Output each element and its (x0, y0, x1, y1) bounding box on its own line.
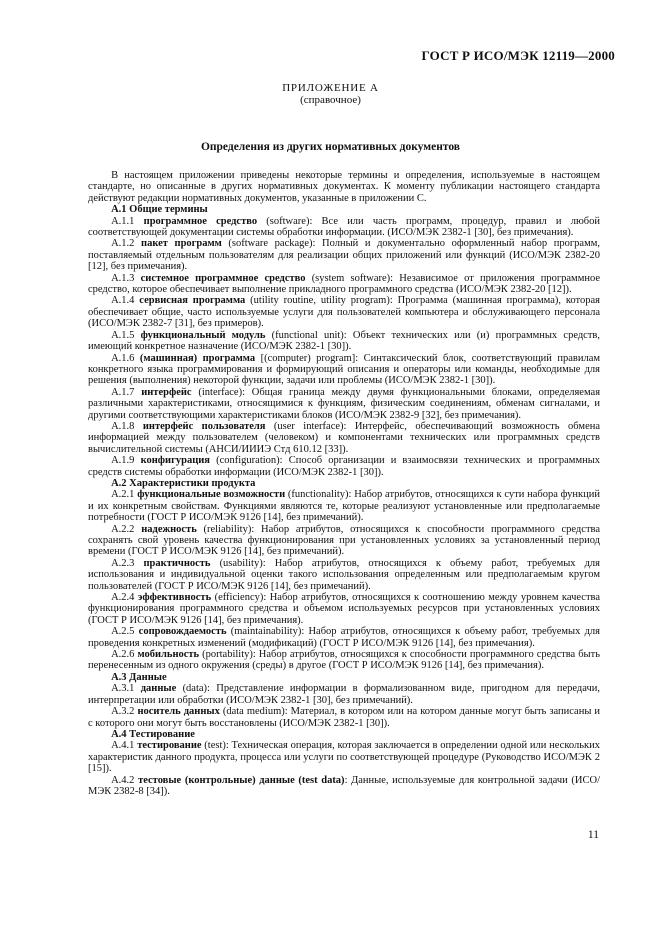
term-definition: (interface): Общая граница между двумя функциональными блоками, определяемая различными характеристиками, относящимися к функциям, физическим соединениям, обменам сигналами, и другими соответствующими характеристиками блоков (ИСО/МЭК 2382-9 [32], без примечания). (88, 386, 601, 421)
intro-paragraph: В настоящем приложении приведены некоторые термины и определения, используемые в настоящем стандарте, но описанные в других нормативных документах. К моменту публикации настоящего стандарта действуют редакции нормативных документов, указанные в приложении С. (88, 170, 600, 204)
annex-title: ПРИЛОЖЕНИЕ А (282, 82, 379, 94)
term-name: тестовые (контрольные) данные (test data) (138, 774, 345, 786)
term-number: А.2.3 (111, 557, 135, 569)
term-paragraph (88, 649, 600, 672)
term-name: (машинная) программа (139, 352, 256, 364)
term-name: системное программное средство (140, 272, 306, 284)
term-definition: (user interface): Интерфейс, обеспечивающий возможность обмена информацией между пользователем (человеком) и компонентами технических или программных средств вычислительной системы (АНСИ/ИИИЭ Стд 610.12 [33]). (88, 420, 601, 455)
term-number: А.4.2 (111, 774, 135, 786)
term-paragraph (88, 238, 600, 272)
section-heading: А.4 Тестирование (111, 728, 195, 740)
term-paragraph (88, 524, 600, 558)
standard-header: ГОСТ Р ИСО/МЭК 12119—2000 (421, 48, 615, 63)
term-name: интерфейс (141, 386, 192, 398)
term-name: конфигурация (140, 455, 210, 467)
term-name: мобильность (137, 649, 200, 661)
term-paragraph (88, 558, 600, 592)
document-title: Определения из других нормативных документов (200, 141, 461, 153)
term-number: А.1.9 (111, 455, 135, 467)
term-number: А.2.4 (111, 592, 135, 604)
term-name: носитель данных (137, 706, 220, 718)
section-heading: А.3 Данные (111, 671, 167, 683)
term-number: А.1.7 (111, 386, 135, 398)
term-definition: (software package): Полный и документально оформленный набор программ, поставляемый отдельным пользователям для реализации общих приложений или функций (ИСО/МЭК 2382-20 [12], без примечания). (88, 238, 600, 273)
section-heading: А.2 Характеристики продукта (111, 477, 256, 489)
term-paragraph (88, 740, 600, 774)
term-paragraph (88, 216, 600, 239)
term-name: практичность (143, 557, 211, 569)
page-number: 11 (587, 829, 599, 841)
term-definition: (data medium): Материал, в котором или на котором данные могут быть записаны и с которого они могут быть восстановлены (ИСО/МЭК 2382-1 [30]). (88, 706, 601, 729)
term-name: функциональный модуль (140, 329, 266, 341)
term-paragraph (88, 592, 600, 626)
annex-subtitle: (справочное) (300, 94, 361, 106)
term-paragraph (88, 295, 600, 329)
term-definition: (portability): Набор атрибутов, относящихся к способности программного средства быть перенесенным из одного окружения (среды) в другое (ГОСТ Р ИСО/МЭК 9126 [14], без примечания). (88, 649, 600, 672)
term-number: А.1.2 (111, 238, 135, 250)
term-paragraph (88, 706, 600, 729)
term-definition: (system software): Независимое от приложения программное средство, которое обеспечивает выполнение прикладного программного средства (ИСО/МЭК 2382-20 [12]). (88, 272, 601, 296)
annex-heading (0, 82, 661, 106)
term-number: А.1.5 (111, 329, 135, 341)
term-name: функциональные возможности (137, 489, 286, 501)
term-definition: (reliability): Набор атрибутов, относящихся к способности программного средства сохранять свой уровень качества функционирования при установленных условиях за установленный период времени (ГОСТ Р ИСО/МЭК 9126 [14], без примечаний). (88, 523, 601, 558)
term-definition: (functional unit): Объект технических или (и) программных средств, имеющий конкретное назначение (ИСО/МЭК 2382-1 [30]). (88, 329, 601, 353)
section-heading: А.1 Общие термины (111, 204, 208, 216)
term-name: интерфейс пользователя (142, 420, 266, 432)
term-paragraph (88, 273, 600, 296)
term-paragraph (88, 330, 600, 353)
term-name: программное средство (143, 215, 258, 227)
document-body (88, 170, 600, 797)
term-paragraph (88, 353, 600, 387)
term-paragraph (88, 489, 600, 523)
term-number: А.1.3 (111, 272, 135, 284)
term-definition: (maintainability): Набор атрибутов, относящихся к объему работ, требуемых для проведения конкретных изменений (модификаций) (ГОСТ Р ИСО/МЭК 9126 [14], без примечания). (88, 626, 601, 649)
term-number: А.2.2 (111, 523, 135, 535)
term-definition: (utility routine, utility program): Программа (машинная программа), которая обеспечивает общие, часто используемые услуги для пользователей компьютера и обслуживающего персонала (ИСО/МЭК 2382-7 [31], без примеров). (88, 295, 600, 330)
term-paragraph (88, 455, 600, 478)
term-definition: [(computer) program]: Синтаксический блок, соответствующий правилам конкретного языка программирования и формирующий описания и операторы или команды, необходимые для решения (выполнения) некоторой функции, задачи или проблемы (ИСО/МЭК 2382-1 [30]). (88, 352, 601, 387)
term-number: А.1.6 (111, 352, 135, 364)
term-paragraph (88, 775, 600, 798)
term-name: надежность (141, 523, 197, 535)
term-definition: : Данные, используемые для контрольной задачи (ИСО/МЭК 2382-8 [34]). (88, 774, 601, 797)
term-paragraph (88, 683, 600, 706)
term-paragraph (88, 387, 600, 421)
term-number: А.2.1 (111, 489, 135, 501)
term-definition: (efficiency): Набор атрибутов, относящихся к соотношению между уровнем качества функционирования программного средства и объемом используемых ресурсов при установленных условиях (ГОСТ Р ИСО/МЭК 9126 [14], без примечания). (88, 592, 601, 626)
term-number: А.2.6 (111, 649, 135, 661)
term-name: сервисная программа (139, 295, 246, 307)
term-definition: (usability): Набор атрибутов, относящихся к объему работ, требуемых для использования и индивидуальной оценки такого использования определенным или предполагаемым кругом пользователей (ГОСТ Р ИСО/МЭК 9126 [14], без примечаний). (88, 557, 601, 592)
term-name: сопровождаемость (138, 626, 227, 638)
term-definition: (software): Все или часть программ, процедур, правил и любой соответствующей документации системы обработки информации. (ИСО/МЭК 2382-1 [30], без примечания). (88, 215, 601, 239)
term-name: тестирование (137, 740, 202, 752)
term-name: данные (140, 683, 177, 695)
term-paragraph (88, 626, 600, 649)
term-number: А.1.4 (111, 295, 135, 307)
term-number: А.3.2 (111, 706, 135, 718)
term-number: А.1.8 (111, 420, 135, 432)
term-number: А.2.5 (111, 626, 135, 638)
term-definition: (test): Техническая операция, которая заключается в определении одной или нескольких характеристик данного продукта, процесса или услуги по соответствующей процедуре (Руководство ИСО/МЭК 2 [15]). (88, 740, 601, 775)
term-paragraph (88, 421, 600, 455)
term-definition: (configuration): Способ организации и взаимосвязи технических и программных средств системы обработки информации (ИСО/МЭК 2382-1 [30]). (88, 455, 601, 478)
term-definition: (functionality): Набор атрибутов, относящихся к сути набора функций и их конкретным свойствам. Функциями являются те, которые реализуют установленные или предполагаемые потребности (ГОСТ Р ИСО/МЭК 9126 [14], без примечаний). (88, 489, 601, 524)
term-number: А.3.1 (111, 683, 135, 695)
term-name: пакет программ (141, 238, 222, 250)
term-number: А.1.1 (111, 215, 135, 227)
term-definition: (data): Представление информации в формализованном виде, пригодном для передачи, интерпретации или обработки (ИСО/МЭК 2382-1 [30], без примечаний). (88, 683, 601, 706)
term-number: А.4.1 (111, 740, 135, 752)
term-name: эффективность (137, 592, 212, 604)
